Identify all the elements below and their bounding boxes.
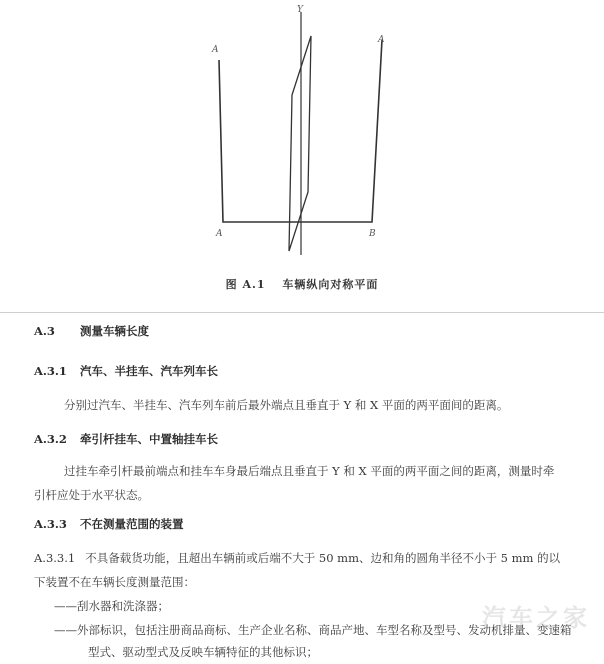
divider bbox=[0, 312, 604, 313]
figure-caption bbox=[0, 276, 604, 292]
symmetry-plane-diagram bbox=[0, 0, 604, 300]
paragraph-a31: 分别过汽车、半挂车、汽车列车前后最外端点且垂直于 Y 和 X 平面的两平面间的距离。 bbox=[64, 398, 509, 412]
paragraph-a32-line2: 引杆应处于水平状态。 bbox=[34, 488, 149, 502]
clause-a331-number: A.3.3.1 bbox=[34, 551, 76, 565]
heading-a33 bbox=[34, 516, 184, 532]
figure-a1 bbox=[0, 0, 604, 300]
label-top-right: A bbox=[378, 35, 385, 45]
heading-a31 bbox=[34, 363, 218, 379]
caption-number: 图 A.1 bbox=[225, 278, 266, 291]
label-y: Y bbox=[297, 5, 303, 15]
heading-a33-number: A.3.3 bbox=[34, 517, 67, 531]
paragraph-a32-line1: 过挂车牵引杆最前端点和挂车车身最后端点且垂直于 Y 和 X 平面的两平面之间的距离，测量时牵 bbox=[64, 464, 555, 478]
caption-text: 车辆纵向对称平面 bbox=[282, 278, 379, 291]
label-bottom-left: A bbox=[216, 229, 223, 239]
watermark: 汽车之家 bbox=[482, 604, 590, 632]
heading-a3 bbox=[34, 323, 149, 339]
heading-a31-number: A.3.1 bbox=[34, 364, 67, 378]
list-item-markings-line2: 型式、驱动型式及反映车辆特征的其他标识； bbox=[88, 645, 318, 659]
list-item-wipers: ——刮水器和洗涤器； bbox=[54, 599, 169, 613]
heading-a3-title: 测量车辆长度 bbox=[80, 324, 149, 338]
label-top-left: A bbox=[212, 45, 219, 55]
heading-a3-number: A.3 bbox=[34, 324, 55, 338]
paragraph-a331-line1 bbox=[34, 546, 582, 570]
label-bottom-right: B bbox=[369, 229, 376, 239]
list-item-markings-line1: ——外部标识，包括注册商品商标、生产企业名称、商品产地、车型名称及型号、发动机排量、变速箱 bbox=[54, 623, 572, 637]
heading-a31-title: 汽车、半挂车、汽车列车长 bbox=[80, 364, 218, 378]
symmetry-plane bbox=[289, 36, 311, 251]
heading-a33-title: 不在测量范围的装置 bbox=[80, 517, 184, 531]
paragraph-a331-line2: 下装置不在车辆长度测量范围： bbox=[34, 575, 195, 589]
heading-a32 bbox=[34, 431, 218, 447]
heading-a32-title: 牵引杆挂车、中置轴挂车长 bbox=[80, 432, 218, 446]
heading-a32-number: A.3.2 bbox=[34, 432, 67, 446]
clause-a331-text: 不具备载货功能，且超出车辆前或后端不大于 50 mm、边和角的圆角半径不小于 5 mm 的以 bbox=[85, 551, 561, 565]
